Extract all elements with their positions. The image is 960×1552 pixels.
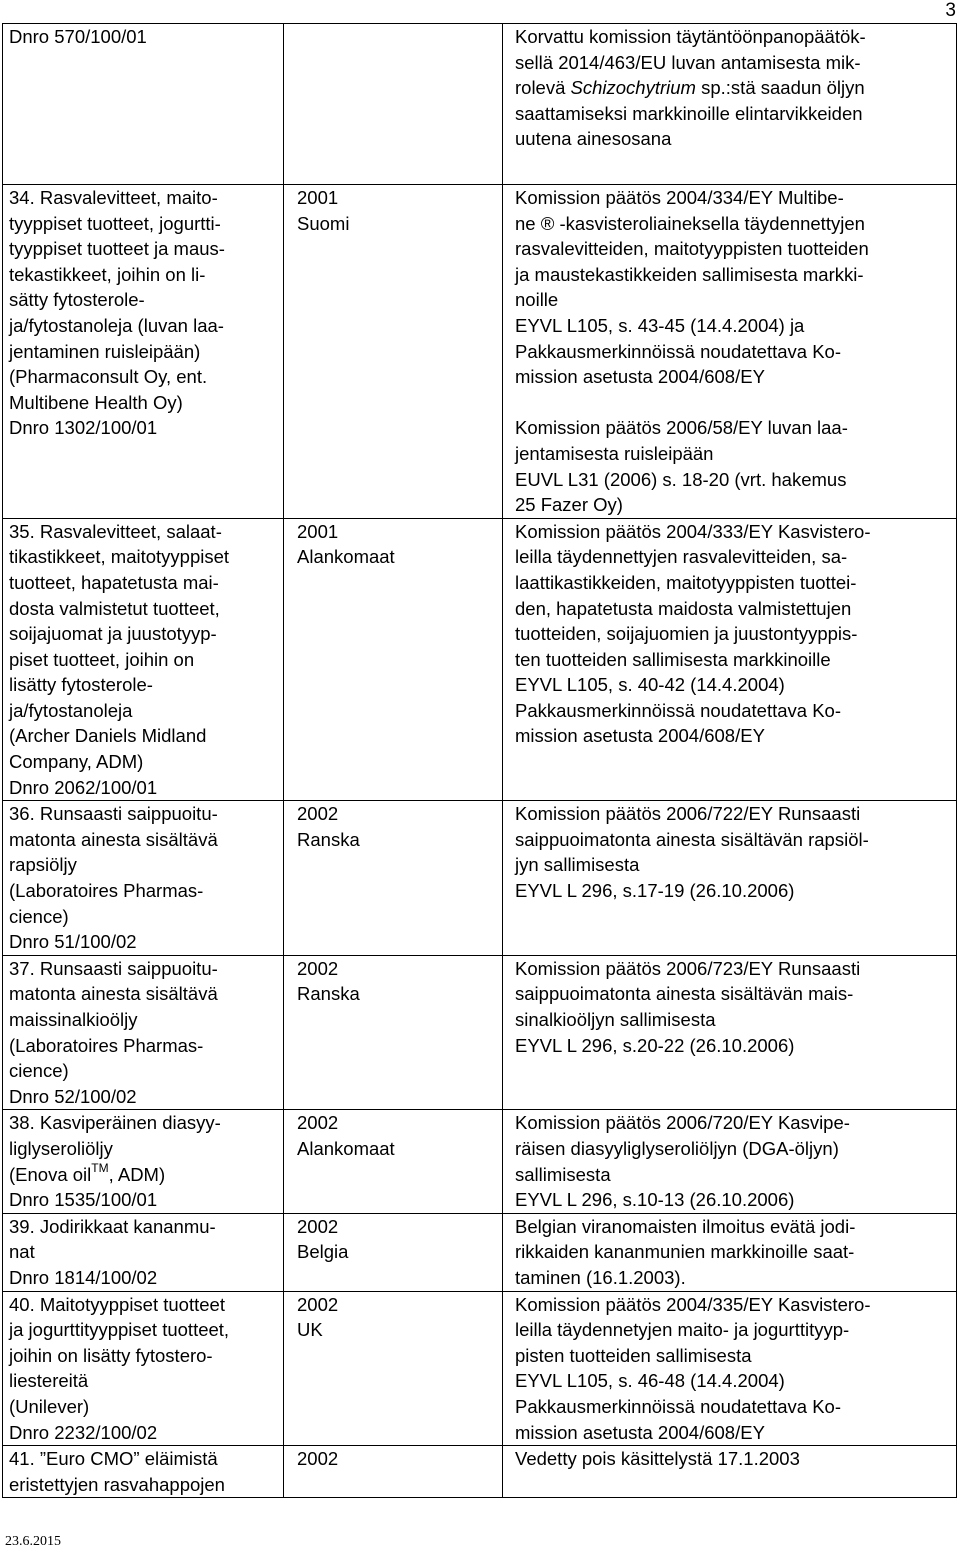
cell-line: ja jogurttityyppiset tuotteet,	[9, 1319, 230, 1341]
cell-line: Dnro 51/100/02	[9, 931, 137, 953]
cell-line: Komission päätös 2004/335/EY Kasvistero-	[515, 1293, 871, 1315]
blank-line	[9, 50, 281, 76]
cell-line: Alankomaat	[297, 546, 395, 568]
cell-line: 41. ”Euro CMO” eläimistä	[9, 1448, 218, 1470]
cell-line: Ranska	[297, 828, 360, 850]
cell-line: rikkaiden kananmunien markkinoille saat-	[515, 1241, 855, 1263]
cell-line: leilla täydennettyjen rasvalevitteiden, sa-	[515, 546, 848, 568]
cell-line: mission asetusta 2004/608/EY	[515, 725, 765, 747]
page-number: 3	[945, 0, 956, 21]
cell-line: nat	[9, 1241, 35, 1263]
trademark-superscript: TM	[91, 1160, 109, 1175]
cell-line: EYVL L105, s. 43-45 (14.4.2004) ja	[515, 314, 805, 336]
cell-line: den, hapatetusta maidosta valmistettujen	[515, 597, 852, 619]
year-country-cell	[284, 24, 503, 185]
table-row	[3, 1213, 957, 1291]
application-cell	[3, 1291, 284, 1446]
cell-line: (Laboratoires Pharmas-	[9, 1034, 204, 1056]
cell-line: mission asetusta 2004/608/EY	[515, 366, 765, 388]
cell-line: Vedetty pois käsittelystä 17.1.2003	[515, 1448, 800, 1470]
table-row	[3, 24, 957, 185]
application-cell	[3, 801, 284, 956]
cell-line: EUVL L31 (2006) s. 18-20 (vrt. hakemus	[515, 468, 847, 490]
cell-line: liestereitä	[9, 1370, 89, 1392]
cell-line: tuotteiden, soijajuomien ja juustontyyppis-	[515, 623, 858, 645]
cell-line: Korvattu komission täytäntöönpanopäätök-	[515, 26, 866, 47]
year-country-cell	[284, 1213, 503, 1291]
decision-cell	[503, 1213, 957, 1291]
cell-line: soijajuomat ja juustotyyp-	[9, 623, 217, 645]
cell-line: Komission päätös 2006/720/EY Kasvipe-	[515, 1112, 850, 1134]
application-cell	[3, 24, 284, 185]
cell-line: 34. Rasvalevitteet, maito-	[9, 187, 218, 208]
cell-line: leilla täydennetyjen maito- ja jogurttityyp-	[515, 1319, 850, 1341]
cell-line: 35. Rasvalevitteet, salaat-	[9, 520, 222, 542]
cell-line: matonta ainesta sisältävä	[9, 983, 218, 1005]
year-country-cell	[284, 185, 503, 519]
cell-line: Multibene Health Oy)	[9, 391, 183, 413]
cell-line: cience)	[9, 1060, 69, 1082]
application-cell	[3, 518, 284, 801]
cell-line: noille	[515, 289, 559, 311]
cell-line: matonta ainesta sisältävä	[9, 828, 218, 850]
blank-line	[515, 390, 954, 416]
cell-line: sinalkioöljyn sallimisesta	[515, 1009, 716, 1030]
decision-cell	[503, 1110, 957, 1213]
blank-line	[9, 441, 281, 467]
cell-line: 39. Jodirikkaat kananmu-	[9, 1215, 216, 1237]
cell-line: Dnro 2062/100/01	[9, 776, 158, 798]
cell-line: dosta valmistetut tuotteet,	[9, 597, 220, 619]
application-cell	[3, 185, 284, 519]
cell-line: Alankomaat	[297, 1137, 395, 1159]
cell-line: Dnro 2232/100/02	[9, 1421, 158, 1443]
cell-line: Komission päätös 2006/723/EY Runsaasti	[515, 957, 861, 979]
applicant-name: , ADM)	[108, 1163, 166, 1185]
cell-line: Suomi	[297, 212, 350, 234]
cell-line: mission asetusta 2004/608/EY	[515, 1421, 765, 1443]
cell-line: Dnro 52/100/02	[9, 1085, 137, 1107]
cell-line: Company, ADM)	[9, 751, 144, 773]
cell-line: saippuoimatonta ainesta sisältävän mais-	[515, 983, 854, 1005]
cell-line: 2002	[297, 957, 339, 979]
cell-line: rasvalevitteiden, maitotyyppisten tuotteiden	[515, 238, 869, 260]
cell-line: Ranska	[297, 983, 360, 1005]
cell-line: EYVL L105, s. 40-42 (14.4.2004)	[515, 674, 785, 696]
application-cell	[3, 1213, 284, 1291]
cell-line: ja maustekastikkeiden sallimisesta markki-	[515, 263, 864, 285]
blank-line	[9, 152, 281, 178]
cell-line: eristettyjen rasvahappojen	[9, 1473, 225, 1495]
cell-line: maissinalkioöljy	[9, 1009, 138, 1030]
cell-line: Komission päätös 2004/333/EY Kasvistero-	[515, 520, 871, 542]
table-row	[3, 801, 957, 956]
cell-line: EYVL L105, s. 46-48 (14.4.2004)	[515, 1370, 785, 1392]
cell-line: taminen (16.1.2003).	[515, 1266, 686, 1288]
cell-line: cience)	[9, 905, 69, 927]
table-row	[3, 518, 957, 801]
table-row	[3, 185, 957, 519]
table-row	[3, 1110, 957, 1213]
decision-cell	[503, 801, 957, 956]
cell-line: EYVL L 296, s.10-13 (26.10.2006)	[515, 1189, 795, 1211]
cell-line: rolevä Schizochytrium sp.:stä saadun öljyn	[515, 77, 865, 99]
cell-line: 40. Maitotyyppiset tuotteet	[9, 1293, 225, 1315]
cell-line: (Laboratoires Pharmas-	[9, 880, 204, 902]
cell-line: sellä 2014/463/EU luvan antamisesta mik-	[515, 51, 861, 73]
cell-line: EYVL L 296, s.20-22 (26.10.2006)	[515, 1034, 795, 1056]
decision-cell	[503, 1291, 957, 1446]
cell-line: Dnro 1814/100/02	[9, 1266, 158, 1288]
cell-line: 2002	[297, 1112, 339, 1134]
blank-line	[9, 101, 281, 127]
cell-line: 2002	[297, 1215, 339, 1237]
cell-line: tyyppiset tuotteet ja maus-	[9, 238, 225, 260]
cell-line: Komission päätös 2004/334/EY Multibe-	[515, 187, 844, 208]
cell-line: 2002	[297, 803, 339, 825]
decision-cell	[503, 24, 957, 185]
cell-line: laattikastikkeiden, maitotyyppisten tuottei-	[515, 571, 857, 593]
cell-line: Komission päätös 2006/722/EY Runsaasti	[515, 803, 861, 825]
decision-cell	[503, 185, 957, 519]
cell-line: piset tuotteet, joihin on	[9, 648, 195, 670]
cell-line: 2001	[297, 187, 339, 208]
cell-line: 2001	[297, 520, 339, 542]
table-row	[3, 1291, 957, 1446]
cell-line: (Pharmaconsult Oy, ent.	[9, 366, 208, 388]
cell-line: jentaminen ruisleipään)	[9, 340, 201, 362]
cell-line: Belgian viranomaisten ilmoitus evätä jodi-	[515, 1215, 856, 1237]
year-country-cell	[284, 955, 503, 1110]
cell-line: 25 Fazer Oy)	[515, 494, 623, 516]
cell-line: sätty fytosterole-	[9, 289, 145, 311]
cell-line: 38. Kasviperäinen diasyy-	[9, 1112, 221, 1134]
footer-date: 23.6.2015	[5, 1534, 61, 1549]
table-row	[3, 955, 957, 1110]
cell-line: uutena ainesosana	[515, 128, 672, 150]
cell-line: Dnro 1302/100/01	[9, 417, 158, 439]
blank-line	[9, 75, 281, 101]
application-cell	[3, 955, 284, 1110]
decision-cell	[503, 955, 957, 1110]
cell-line: (Archer Daniels Midland	[9, 725, 207, 747]
cell-line: lisätty fytosterole-	[9, 674, 153, 696]
cell-line: Pakkausmerkinnöissä noudatettava Ko-	[515, 1395, 841, 1417]
application-cell	[3, 1110, 284, 1213]
year-country-cell	[284, 801, 503, 956]
cell-line: jentamisesta ruisleipään	[515, 442, 714, 464]
registry-table	[2, 23, 957, 1498]
cell-line: ja/fytostanoleja	[9, 699, 133, 721]
cell-line: räisen diasyyliglyseroliöljyn (DGA-öljyn)	[515, 1137, 839, 1159]
cell-line: (Unilever)	[9, 1395, 90, 1417]
species-name: Schizochytrium	[570, 77, 696, 99]
cell-line: 2002	[297, 1293, 339, 1315]
cell-line: rapsiöljy	[9, 854, 77, 876]
cell-line: liglyseroliöljy	[9, 1137, 113, 1159]
cell-line: sallimisesta	[515, 1163, 611, 1185]
cell-line: saippuoimatonta ainesta sisältävän rapsiöl-	[515, 828, 869, 850]
cell-line: tekastikkeet, joihin on li-	[9, 263, 206, 285]
cell-line: Dnro 570/100/01	[9, 26, 147, 47]
cell-line: Pakkausmerkinnöissä noudatettava Ko-	[515, 699, 841, 721]
cell-line: ja/fytostanoleja (luvan laa-	[9, 314, 224, 336]
cell-line: Pakkausmerkinnöissä noudatettava Ko-	[515, 340, 841, 362]
cell-line: 37. Runsaasti saippuoitu-	[9, 957, 218, 979]
cell-line: EYVL L 296, s.17-19 (26.10.2006)	[515, 880, 795, 902]
application-cell	[3, 1446, 284, 1498]
cell-line: jyn sallimisesta	[515, 854, 640, 876]
year-country-cell	[284, 1446, 503, 1498]
cell-line: 2002	[297, 1448, 339, 1470]
year-country-cell	[284, 518, 503, 801]
cell-line: tuotteet, hapatetusta mai-	[9, 571, 219, 593]
cell-line	[9, 1162, 281, 1188]
table-row	[3, 1446, 957, 1498]
year-country-cell	[284, 1291, 503, 1446]
cell-line: Belgia	[297, 1241, 349, 1263]
product-name: (Enova oil	[9, 1163, 92, 1185]
year-country-cell	[284, 1110, 503, 1213]
cell-line: joihin on lisätty fytostero-	[9, 1344, 213, 1366]
cell-line: pisten tuotteiden sallimisesta	[515, 1344, 752, 1366]
cell-line: tikastikkeet, maitotyyppiset	[9, 546, 230, 568]
cell-line: ne ® -kasvisteroliaineksella täydennettyjen	[515, 212, 865, 234]
decision-cell	[503, 518, 957, 801]
blank-line	[9, 126, 281, 152]
cell-line: 36. Runsaasti saippuoitu-	[9, 803, 218, 825]
cell-line: ten tuotteiden sallimisesta markkinoille	[515, 648, 831, 670]
cell-line: UK	[297, 1319, 323, 1341]
cell-line: saattamiseksi markkinoille elintarvikkeiden	[515, 102, 863, 124]
cell-line: Komission päätös 2006/58/EY luvan laa-	[515, 417, 848, 439]
decision-cell	[503, 1446, 957, 1498]
cell-line: tyyppiset tuotteet, jogurtti-	[9, 212, 221, 234]
cell-line: Dnro 1535/100/01	[9, 1189, 158, 1211]
